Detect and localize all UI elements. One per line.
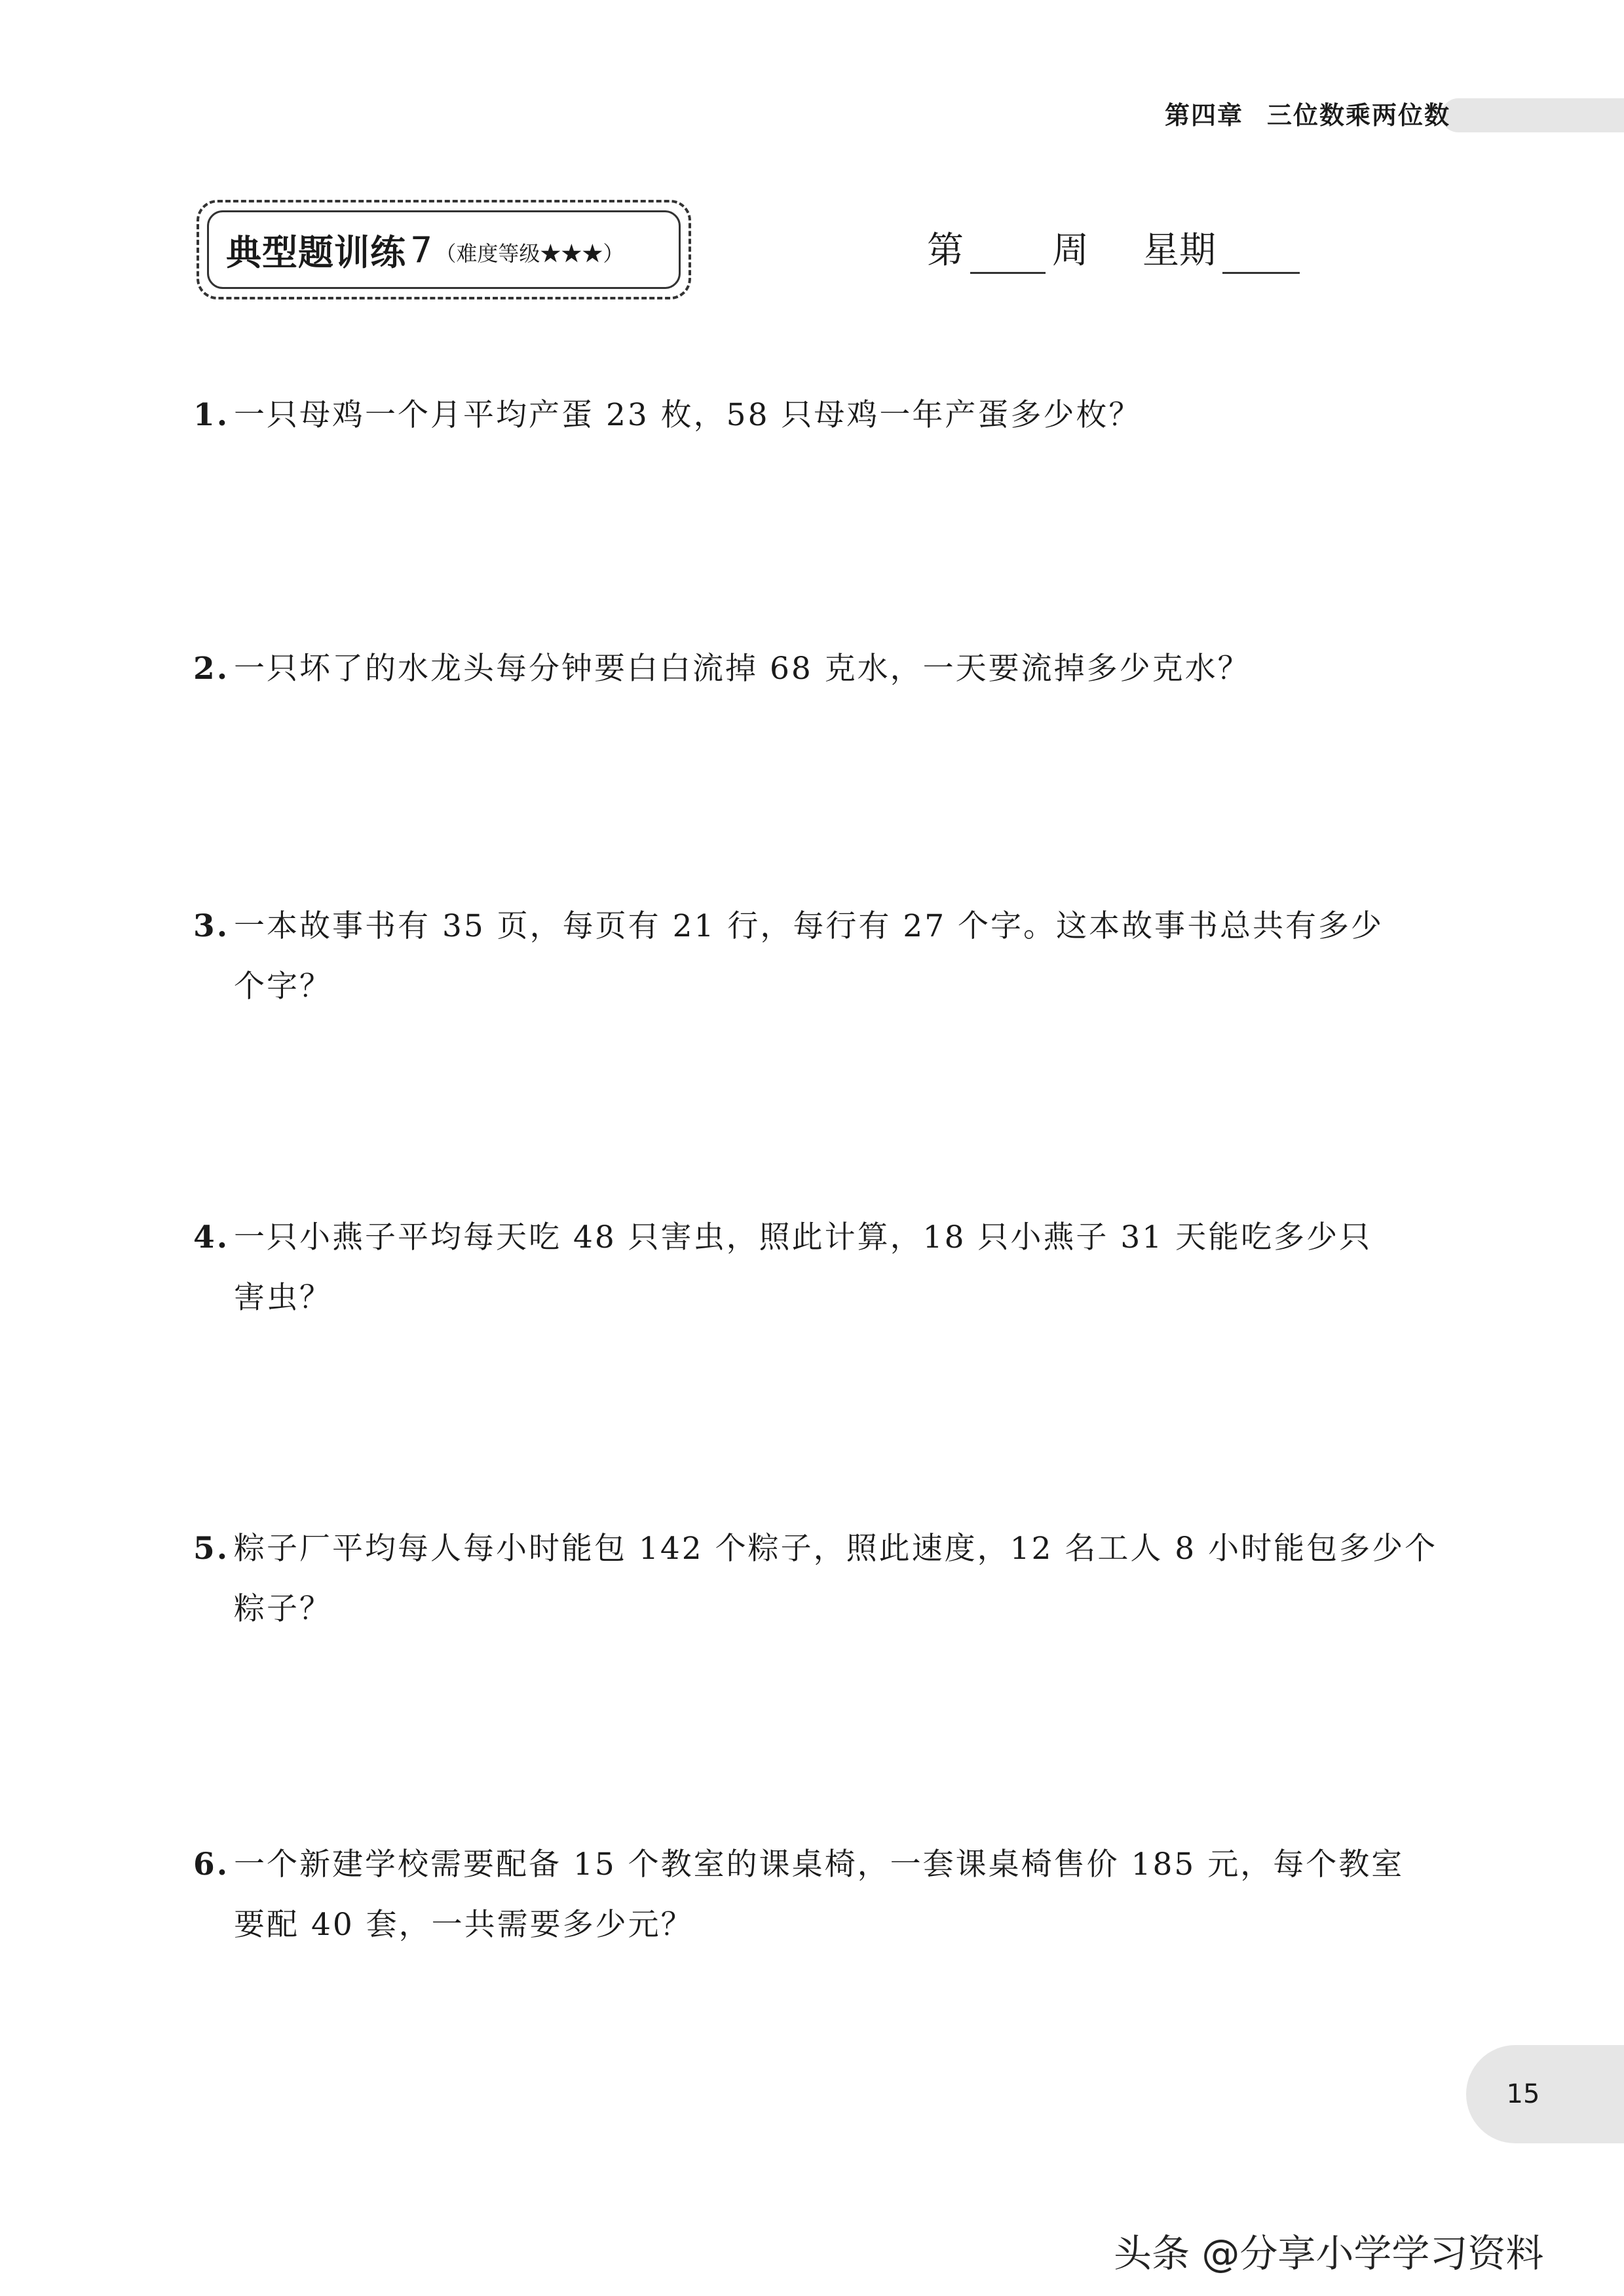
week-number-blank[interactable] <box>970 233 1046 274</box>
chapter-title <box>1165 98 1450 132</box>
question-number: 3. <box>193 908 230 944</box>
question-text-cont: 粽子？ <box>234 1591 332 1627</box>
page-number: 15 <box>1506 2079 1540 2109</box>
weekday-blank[interactable] <box>1222 233 1300 274</box>
question-text: 一只坏了的水龙头每分钟要白白流掉 68 克水，一天要流掉多少克水？ <box>234 651 1251 687</box>
question-number: 4. <box>193 1219 230 1255</box>
question-number: 2. <box>193 651 230 687</box>
question-2 <box>193 639 1438 699</box>
question-text: 一本故事书有 35 页，每页有 21 行，每行有 27 个字。这本故事书总共有多少 <box>234 908 1384 944</box>
question-number: 1. <box>193 397 230 433</box>
exercise-title: 典型题训练 <box>226 231 406 273</box>
exercise-number: 7 <box>410 229 433 271</box>
question-text-cont: 要配 40 套，一共需要多少元？ <box>234 1907 694 1943</box>
weekday-label: 星期 <box>1142 229 1216 272</box>
question-text: 一只母鸡一个月平均产蛋 23 枚，58 只母鸡一年产蛋多少枚？ <box>234 397 1142 433</box>
question-text: 一个新建学校需要配备 15 个教室的课桌椅，一套课桌椅售价 185 元，每个教室 <box>234 1846 1405 1883</box>
difficulty-label: （难度等级★★★） <box>435 241 624 266</box>
question-number: 5. <box>193 1531 230 1567</box>
question-text: 粽子厂平均每人每小时能包 142 个粽子，照此速度，12 名工人 8 小时能包多少个 <box>234 1531 1438 1567</box>
question-5 <box>193 1519 1438 1639</box>
question-3 <box>193 896 1438 1017</box>
question-number: 6. <box>193 1846 230 1883</box>
question-text-cont: 个字？ <box>234 968 332 1004</box>
week-label: 周 <box>1052 229 1089 272</box>
question-6 <box>193 1835 1438 1955</box>
section-label: 三位数乘两位数 <box>1267 100 1451 130</box>
chapter-label: 第四章 <box>1165 100 1244 130</box>
watermark: 头条 @分享小学学习资料 <box>1114 2231 1544 2276</box>
week-line <box>927 221 1306 274</box>
exercise-title-box <box>197 200 691 299</box>
header-band <box>1441 98 1624 132</box>
question-1 <box>193 385 1438 446</box>
question-4 <box>193 1208 1438 1328</box>
week-prefix: 第 <box>927 229 964 272</box>
question-text-cont: 害虫？ <box>234 1280 332 1316</box>
question-text: 一只小燕子平均每天吃 48 只害虫，照此计算，18 只小燕子 31 天能吃多少只 <box>234 1219 1372 1255</box>
